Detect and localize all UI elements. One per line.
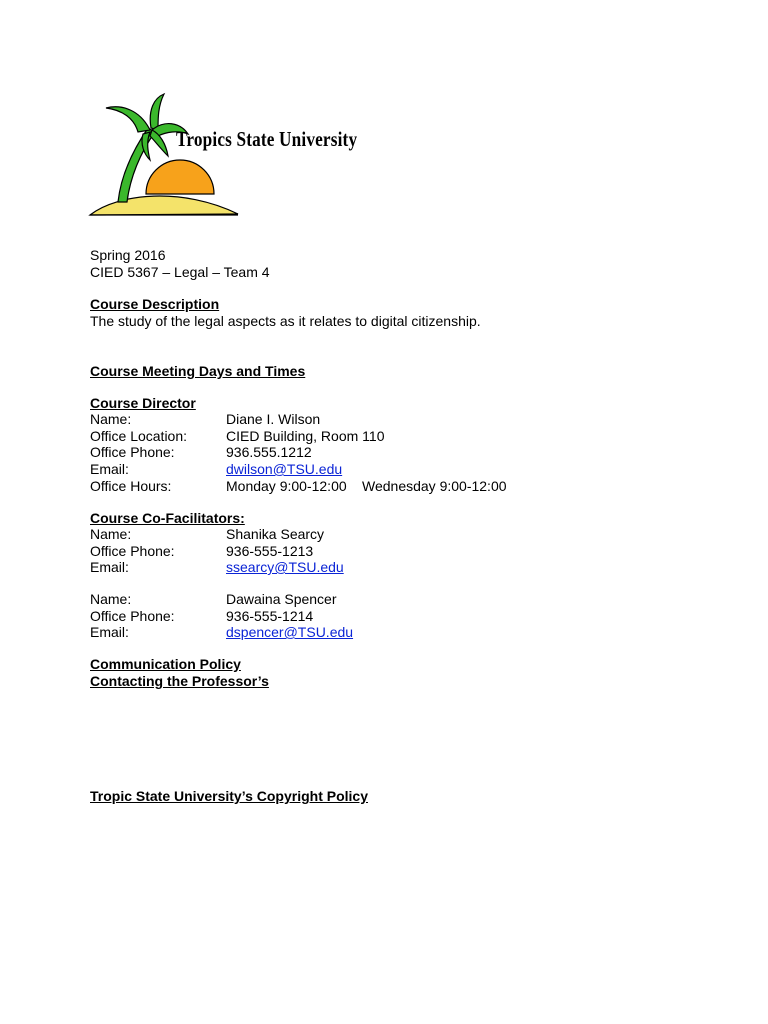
director-phone: 936.555.1212 [226,444,312,460]
co-facilitators-heading: Course Co-Facilitators: [90,510,245,526]
term: Spring 2016 [90,247,166,263]
course-code: CIED 5367 – Legal – Team 4 [90,264,270,280]
facilitator-1-email-link[interactable]: ssearcy@TSU.edu [226,559,344,575]
director-email-link[interactable]: dwilson@TSU.edu [226,461,343,477]
director-location: CIED Building, Room 110 [226,428,385,444]
communication-policy-heading: Communication Policy [90,656,241,672]
director-location-label: Office Location: [90,428,188,444]
contacting-professor-heading: Contacting the Professor’s [90,673,269,689]
copyright-policy-heading: Tropic State University’s Copyright Policy [90,788,368,804]
facilitator-2-phone: 936-555-1214 [226,608,314,624]
facilitator-2-email-link[interactable]: dspencer@TSU.edu [226,624,354,640]
palm-tree-sunset-icon [88,90,388,220]
meeting-days-heading: Course Meeting Days and Times [90,363,306,379]
facilitator-1-name-label: Name: [90,526,132,542]
university-name: Tropics State University [176,127,358,151]
university-logo [88,90,388,220]
facilitator-2-email-label: Email: [90,624,129,640]
facilitator-1-phone: 936-555-1213 [226,543,314,559]
director-name-label: Name: [90,411,132,427]
facilitator-1-name: Shanika Searcy [226,526,325,542]
director-name: Diane I. Wilson [226,411,321,427]
director-hours-label: Office Hours: [90,478,172,494]
director-hours-wednesday: Wednesday 9:00-12:00 [362,478,507,494]
facilitator-2-name-label: Name: [90,591,132,607]
director-email-label: Email: [90,461,129,477]
director-phone-label: Office Phone: [90,444,175,460]
facilitator-1-email-label: Email: [90,559,129,575]
director-hours-monday: Monday 9:00-12:00 [226,478,347,494]
facilitator-2-phone-label: Office Phone: [90,608,175,624]
course-description-heading: Course Description [90,296,220,312]
course-description-text: The study of the legal aspects as it relates to digital citizenship. [90,313,481,329]
facilitator-2-name: Dawaina Spencer [226,591,337,607]
course-director-heading: Course Director [90,395,196,411]
facilitator-1-phone-label: Office Phone: [90,543,175,559]
